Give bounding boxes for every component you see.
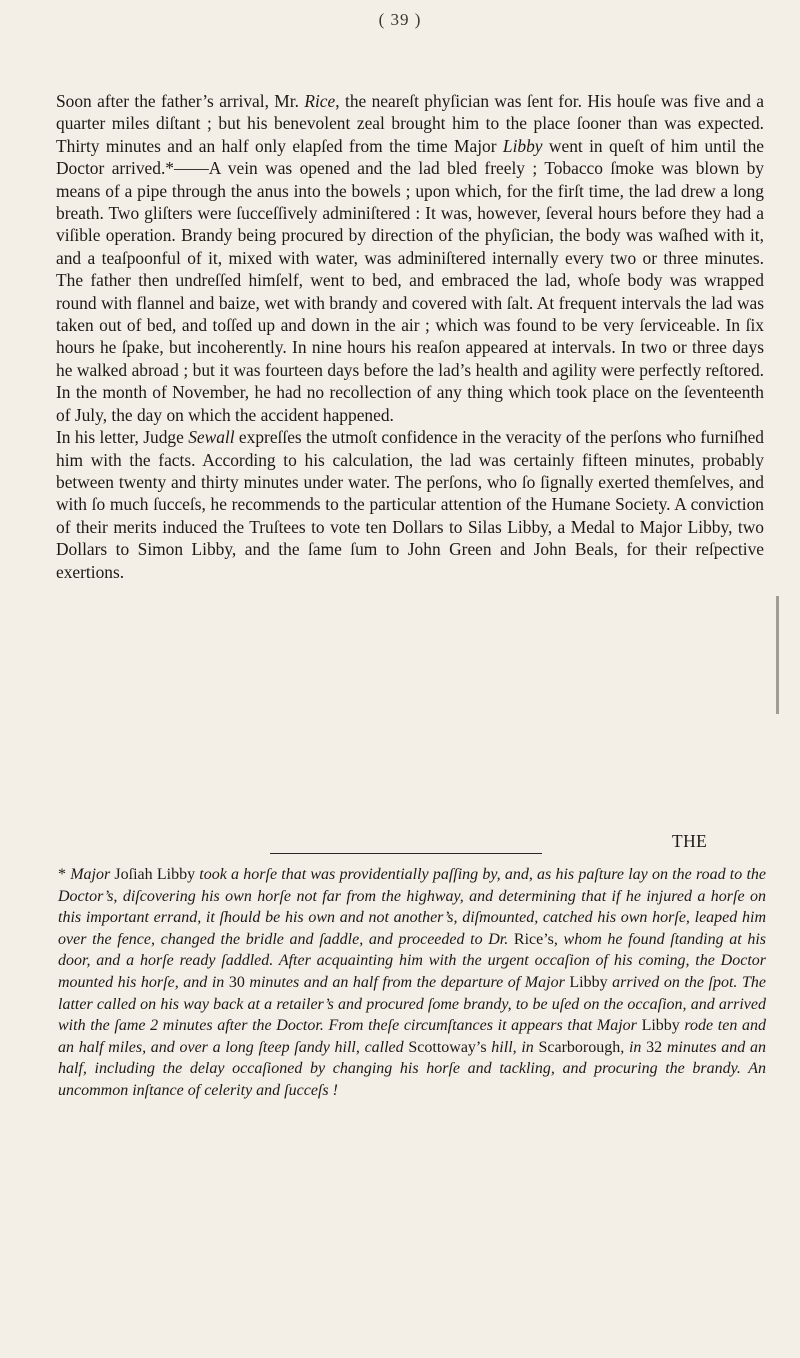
margin-bracket-mark	[776, 596, 779, 714]
footnote-run: hill, in	[486, 1038, 539, 1056]
body-text-run: Soon after the father’s arrival, Mr.	[56, 91, 305, 111]
footnote-name: Libby	[569, 973, 608, 991]
footnote-name: Rice’s	[508, 930, 554, 948]
body-text-run: In his letter, Judge	[56, 427, 189, 448]
footnote-run: rode ten and an half miles, and over a long ſteep ſandy hill, called	[58, 1017, 767, 1056]
footnote-number: 32	[646, 1038, 663, 1056]
footnote	[58, 864, 766, 1102]
footnote-run: Dr.	[488, 930, 509, 948]
name-sewall: Sewall	[188, 427, 235, 448]
body-paragraph-2	[56, 427, 764, 581]
footnote-run: minutes and an half, including the delay occaſioned by changing his horſe and tackling, and procuring the brandy. An uncommon inſtance of celerity and ſucceſs !	[58, 1038, 767, 1099]
footnote-run: took a horſe that was providentially paſſing by, and, as his paſture lay on the road to the Doctor’s, diſcovering his own horſe not far from the highway, and determining that if he injured a horſe on this important errand, it ſhould be his own and not another’s, diſmounted, catched his own horſe, leaped him over the fence, changed the bridle and ſaddle, and proceeded to	[58, 866, 766, 948]
footnote-mark: *	[58, 866, 71, 883]
name-libby: Libby	[502, 135, 543, 156]
catchword: THE	[672, 831, 708, 851]
footnote-place: Scottoway’s	[408, 1038, 487, 1056]
footnote-run: , whom he found ſtanding at his door, and a horſe ready ſaddled. After acquainting him with the urgent occaſion of his coming, the Doctor mounted his horſe, and in	[58, 930, 766, 991]
body-paragraph-1	[56, 90, 764, 583]
footnote-run: Major	[70, 866, 111, 883]
footnote-run: , in	[620, 1038, 647, 1056]
page-number: ( 39 )	[378, 10, 422, 29]
footnote-rule	[270, 853, 542, 854]
name-rice: Rice	[304, 91, 336, 111]
footnote-number: 30	[228, 973, 245, 991]
body-text-run: expreſſes the utmoſt confidence in the veracity of the perſons who furniſhed him with the facts. According to his calculation, the lad was certainly fifteen minutes, probably between twenty and thirty minutes under water. The perſons, who ſo ſignally exerted themſelves, and with ſo much ſucceſs, he recommends to the particular attention of the Humane Society. A conviction of their merits induced the Truſtees to vote ten Dollars to Silas Libby, a Medal to Major Libby, two Dollars to Simon Libby, and the ſame ſum to John Green and John Beals, for their reſpective exertions.	[56, 427, 765, 582]
footnote-name: Libby	[641, 1017, 680, 1035]
footnote-run: arrived on the ſpot. The latter called on his way back at a retailer’s and procured ſome brandy, to be uſed on the occaſion, and arrived with the ſame 2 minutes after the Doctor. From theſe circumſtances it appears that Major	[58, 973, 766, 1035]
footnote-place: Scarborough	[538, 1038, 621, 1056]
body-text-run: , the neareſt phyſician was ſent for. His houſe was five and a quarter miles diſtant ; but his benevolent zeal brought him to the place ſooner than was expected. Thirty minutes and an half only elapſed from the time Major	[56, 91, 764, 156]
footnote-run: minutes and an half from the departure of Major	[244, 973, 570, 991]
body-text-run: went in queſt of him until the Doctor arrived.*——A vein was opened and the lad bled freely ; Tobacco ſmoke was blown by means of a pipe through the anus into the bowels ; upon which, for the firſt time, the lad drew a long breath. Two gliſters were ſucceſſively adminiſtered : It was, however, ſeveral hours before they had a viſible operation. Brandy being procured by direction of the phyſician, the body was waſhed with it, and a teaſpoonful of it, mixed with water, was adminiſtered internally every two or three minutes. The father then undreſſed himſelf, went to bed, and embraced the lad, whoſe body was wrapped round with flannel and baize, wet with brandy and covered with ſalt. At frequent intervals the lad was taken out of bed, and toſſed up and down in the air ; which was found to be very ſerviceable. In ſix hours he ſpake, but incoherently. In nine hours his reaſon appeared at intervals. In two or three days he walked abroad ; but it was fourteen days before the lad’s health and agility were perfectly reſtored. In the month of November, he had no recollection of any thing which took place on the ſeventeenth of July, the day on which the accident happened.	[56, 135, 764, 425]
footnote-name: Joſiah Libby	[110, 866, 200, 883]
